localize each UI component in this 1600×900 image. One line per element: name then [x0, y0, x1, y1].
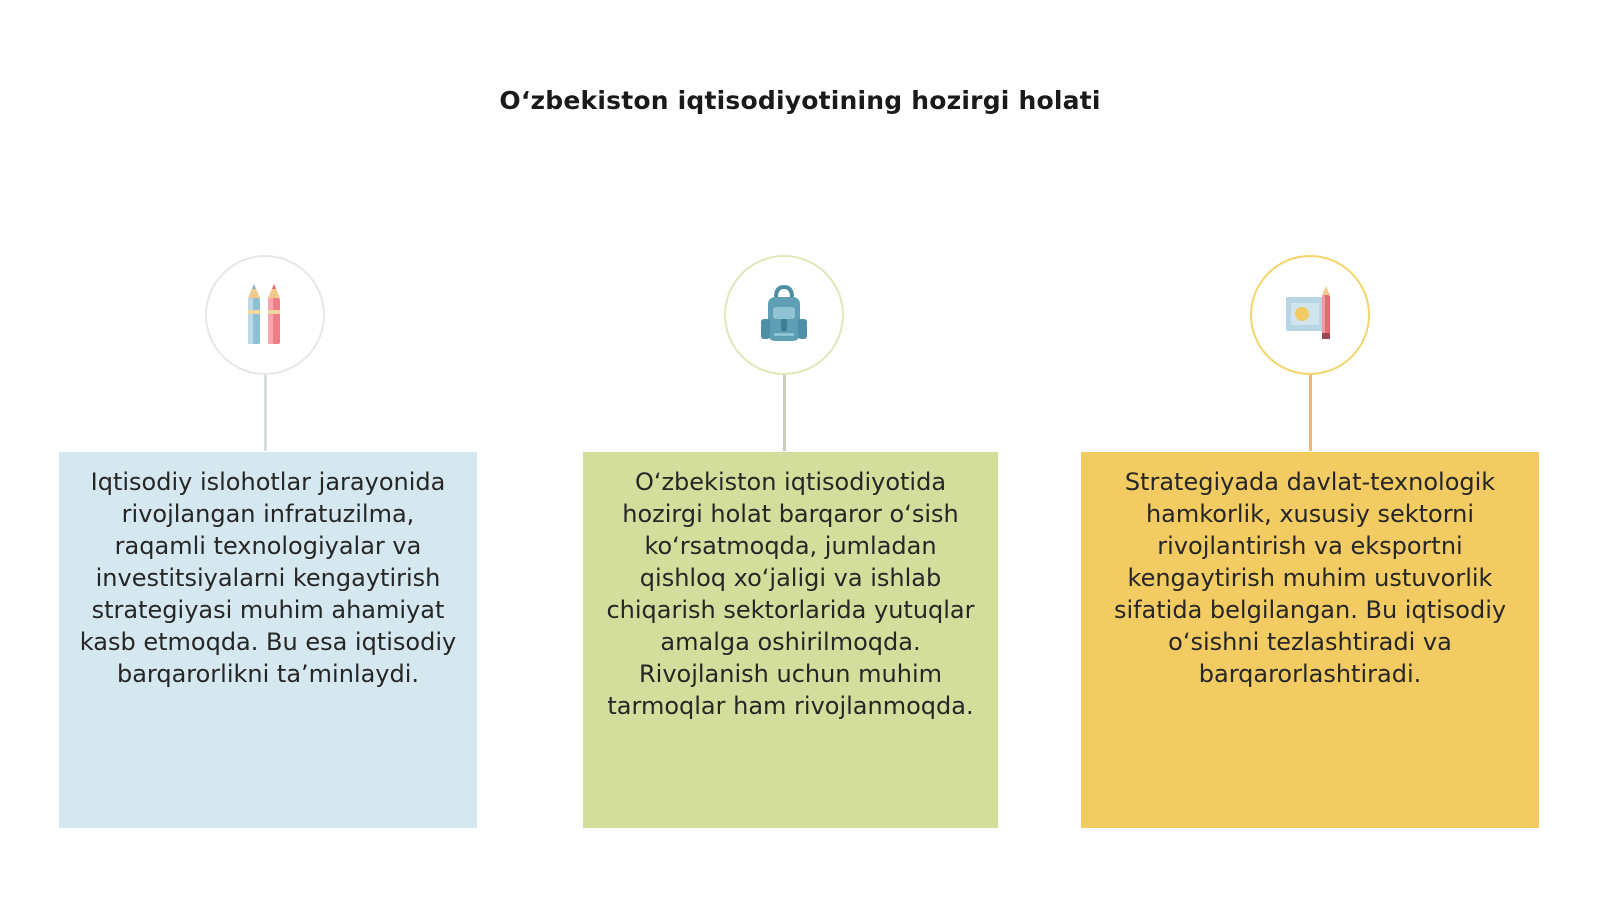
backpack-icon [752, 283, 816, 347]
step-2-icon-circle [724, 255, 844, 375]
step-3-icon-circle [1250, 255, 1370, 375]
step-1-text: Iqtisodiy islohotlar jarayonida rivojlangan infratuzilma, raqamli texnologiyalar va investitsiyalarni kengaytirish strategiyasi muhim ahamiyat kasb etmoqda. Bu esa iqtisodiy barqarorlikni ta’minlaydi. [79, 468, 457, 688]
step-1-icon-circle [205, 255, 325, 375]
step-2-text: O‘zbekiston iqtisodiyotida hozirgi holat barqaror o‘sish ko‘rsatmoqda, jumladan qishloq xo‘jaligi va ishlab chiqarish sektorlarida yutuqlar amalga oshirilmoqda. Rivojlanish uchun muhim tarmoqlar ham rivojlanmoqda. [606, 468, 975, 720]
step-2-connector [783, 375, 786, 451]
pencils-icon [235, 280, 295, 350]
drawing-pencil-icon [1278, 283, 1342, 347]
step-1-connector [264, 375, 267, 451]
slide-title: O‘zbekiston iqtisodiyotining hozirgi holati [499, 86, 1101, 115]
step-3-card [1081, 452, 1539, 828]
step-3-text: Strategiyada davlat-texnologik hamkorlik, xususiy sektorni rivojlantirish va eksportni kengaytirish muhim ustuvorlik sifatida belgilangan. Bu iqtisodiy o‘sishni tezlashtiradi va barqarorlashtiradi. [1113, 468, 1507, 688]
step-3-connector [1309, 375, 1312, 451]
step-2-card [583, 452, 998, 828]
step-1-card [59, 452, 477, 828]
